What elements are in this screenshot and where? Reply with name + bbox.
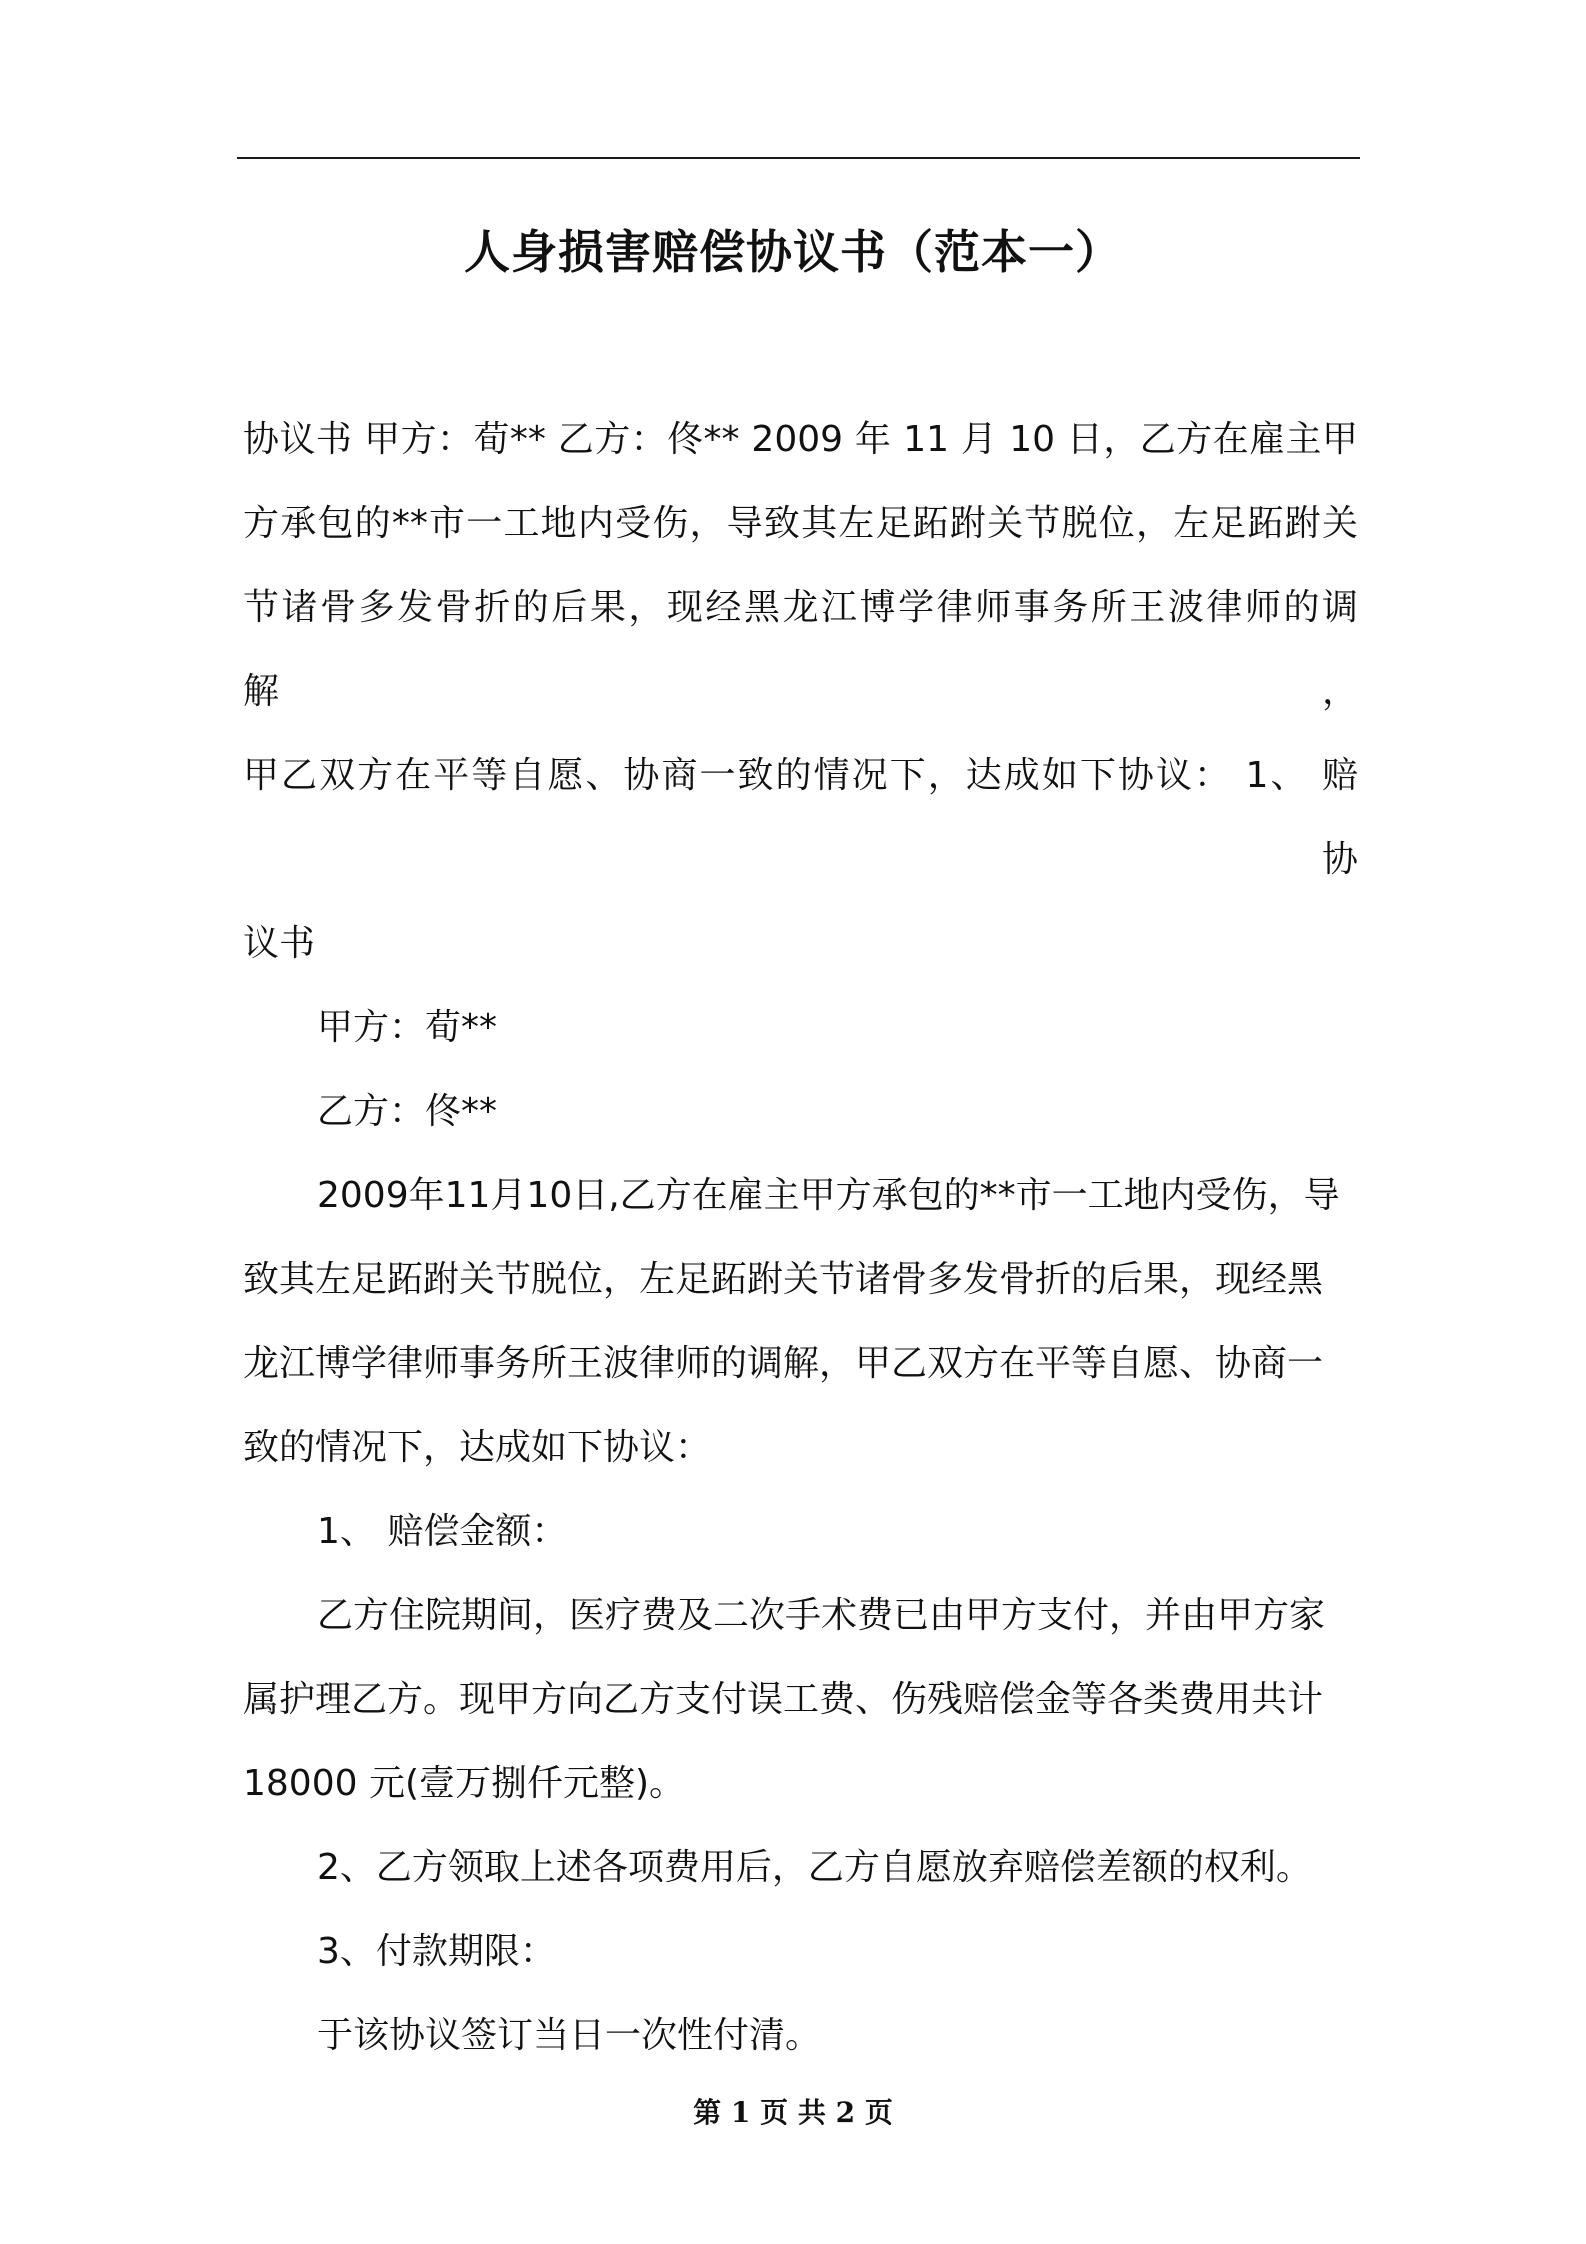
intro-line-5: 协: [1321, 839, 1358, 880]
header-rule: [237, 157, 1360, 159]
party-b: 乙方：佟**: [317, 1091, 498, 1132]
party-a: 甲方：荀**: [317, 1007, 498, 1048]
intro-line-1: 协议书 甲方：荀** 乙方：佟** 2009 年 11 月 10 日，乙方在雇主甲: [243, 419, 1358, 460]
intro-line-6: 议书: [243, 923, 316, 964]
clause-1-heading: 1、 赔偿金额：: [317, 1511, 568, 1552]
document-title: 人身损害赔偿协议书（范本一）: [464, 225, 1122, 279]
page-indicator: 第 1 页 共 2 页: [693, 2096, 893, 2129]
clause-1-body: 乙方住院期间，医疗费及二次手术费已由甲方支付，并由甲方家属护理乙方。现甲方向乙方支付误工费、伤残赔偿金等各类费用共计18000 元(壹万捌仟元整)。: [243, 1595, 1326, 1804]
clause-2: 2、乙方领取上述各项费用后，乙方自愿放弃赔偿差额的权利。: [317, 1847, 1312, 1888]
intro-line-3: 节诸骨多发骨折的后果，现经黑龙江博学律师事务所王波律师的调解，: [243, 587, 1358, 712]
clause-3-body: 于该协议签订当日一次性付清。: [317, 2015, 822, 2056]
document-body: [243, 398, 1358, 2078]
background-paragraph: 2009年11月10日,乙方在雇主甲方承包的**市一工地内受伤，导致其左足跖跗关节脱位，左足跖跗关节诸骨多发骨折的后果，现经黑龙江博学律师事务所王波律师的调解，甲乙双方在平等自愿、协商一致的情况下，达成如下协议：: [243, 1175, 1340, 1468]
clause-3-heading: 3、付款期限：: [317, 1931, 556, 1972]
intro-line-4: 甲乙双方在平等自愿、协商一致的情况下，达成如下协议： 1、 赔: [243, 755, 1358, 796]
intro-line-2: 方承包的**市一工地内受伤，导致其左足跖跗关节脱位，左足跖跗关: [243, 503, 1358, 544]
